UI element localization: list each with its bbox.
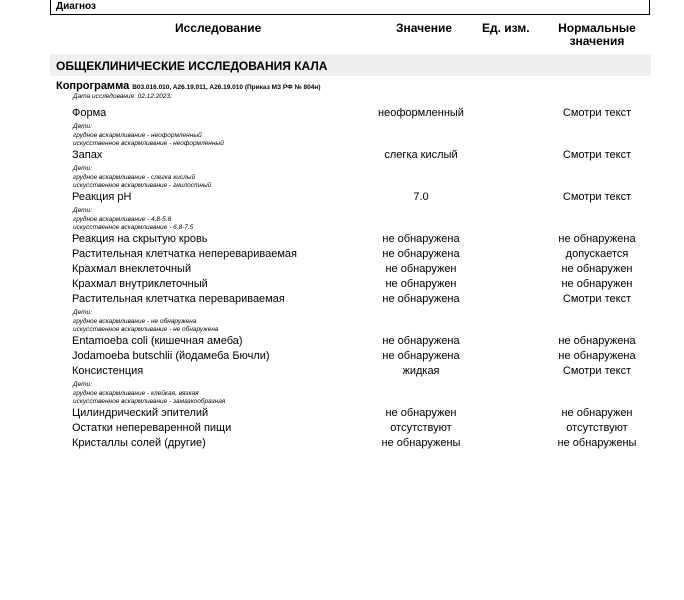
result-note-line: Дети: <box>73 123 92 130</box>
result-note-line: грудное вскармливание - 4.8-5.8 <box>73 215 172 223</box>
result-norm: Смотри текст <box>562 149 632 161</box>
result-note-line: Дети: <box>73 309 92 316</box>
result-name: Запах <box>72 149 103 161</box>
result-note-line: грудное вскармливание - неоформленный <box>73 131 202 139</box>
result-name: Реакция pH <box>72 191 132 203</box>
result-value: не обнаружена <box>382 293 460 305</box>
column-header-norm <box>545 22 649 48</box>
column-header-norm-line2: значения <box>569 34 625 48</box>
result-note-line: искусственное вскармливание - неоформленный <box>73 140 224 147</box>
result-note-line: искусственное вскармливание - замазкообразная <box>73 398 226 405</box>
result-name: Растительная клетчатка перевариваемая <box>72 293 285 305</box>
result-norm: отсутствуют <box>566 422 628 434</box>
section-header <box>50 54 651 76</box>
result-value: не обнаружена <box>382 233 460 245</box>
result-name: Entamoeba coli (кишечная амеба) <box>72 335 243 347</box>
result-note-line: грудное вскармливание - не обнаружена <box>73 317 197 325</box>
panel-codes: B03.016.010, A26.19.011, A26.19.010 (Приказ МЗ РФ № 804н) <box>132 84 321 91</box>
result-name: Кристаллы солей (другие) <box>72 437 206 449</box>
diagnosis-field <box>50 0 650 15</box>
result-name: Растительная клетчатка неперевариваемая <box>72 248 298 260</box>
result-norm: не обнаружены <box>557 437 637 449</box>
result-value: не обнаружен <box>385 407 457 419</box>
result-name: Консистенция <box>72 365 144 377</box>
column-header-unit: Ед. изм. <box>482 21 530 35</box>
result-name: Реакция на скрытую кровь <box>72 233 208 245</box>
result-value: отсутствуют <box>390 422 452 434</box>
column-header-value: Значение <box>396 21 453 35</box>
result-value: 7.0 <box>413 191 429 203</box>
result-note <box>73 309 219 335</box>
result-norm: Смотри текст <box>562 107 632 119</box>
result-note-line: грудное вскармливание - слегка кислый <box>73 173 196 181</box>
result-norm: не обнаружена <box>558 233 636 245</box>
result-note-line: искусственное вскармливание - не обнаружена <box>73 326 219 333</box>
result-name: Остатки непереваренной пищи <box>72 422 232 434</box>
result-note-line: грудное вскармливание - клейкая, вязкая <box>73 389 199 397</box>
result-value: не обнаружен <box>385 278 457 290</box>
result-note-line: Дети: <box>73 381 92 388</box>
section-title: ОБЩЕКЛИНИЧЕСКИЕ ИССЛЕДОВАНИЯ КАЛА <box>56 59 328 73</box>
result-norm: допускается <box>565 248 629 260</box>
result-note-line: искусственное вскармливание - гнилостный <box>73 182 212 189</box>
panel-title <box>56 80 321 92</box>
result-name: Крахмал внутриклеточный <box>72 278 208 290</box>
result-norm: не обнаружена <box>558 335 636 347</box>
study-date: Дата исследования: 02.12.2023; <box>73 93 172 100</box>
result-value: жидкая <box>402 365 440 377</box>
result-norm: Смотри текст <box>562 293 632 305</box>
result-name: Форма <box>72 107 107 119</box>
column-header-norm-line1: Нормальные <box>558 21 636 35</box>
result-norm: не обнаружен <box>561 263 633 275</box>
result-norm: не обнаружен <box>561 407 633 419</box>
result-note <box>73 207 193 233</box>
result-value: не обнаружен <box>385 263 457 275</box>
result-value: не обнаружена <box>382 350 460 362</box>
result-value: слегка кислый <box>384 149 458 161</box>
result-note <box>73 381 225 407</box>
result-norm: не обнаружен <box>561 278 633 290</box>
diagnosis-label: Диагноз <box>56 1 96 12</box>
result-note-line: Дети: <box>73 165 92 172</box>
result-note-line: искусственное вскармливание - 6.8-7.5 <box>73 224 194 231</box>
result-norm: не обнаружена <box>558 350 636 362</box>
result-name: Цилиндрический эпителий <box>72 407 209 419</box>
column-header-test: Исследование <box>175 21 262 35</box>
result-value: не обнаружены <box>381 437 461 449</box>
result-name: Jodamoeba butschlii (йодамеба Бючли) <box>72 350 270 362</box>
result-norm: Смотри текст <box>562 191 632 203</box>
result-norm: Смотри текст <box>562 365 632 377</box>
result-note <box>73 123 224 149</box>
result-value: не обнаружена <box>382 335 460 347</box>
result-note-line: Дети: <box>73 207 92 214</box>
result-value: не обнаружена <box>382 248 460 260</box>
result-value: неоформленный <box>378 107 464 119</box>
result-note <box>73 165 211 191</box>
panel-name: Копрограмма <box>56 80 130 92</box>
result-name: Крахмал внеклеточный <box>72 263 192 275</box>
